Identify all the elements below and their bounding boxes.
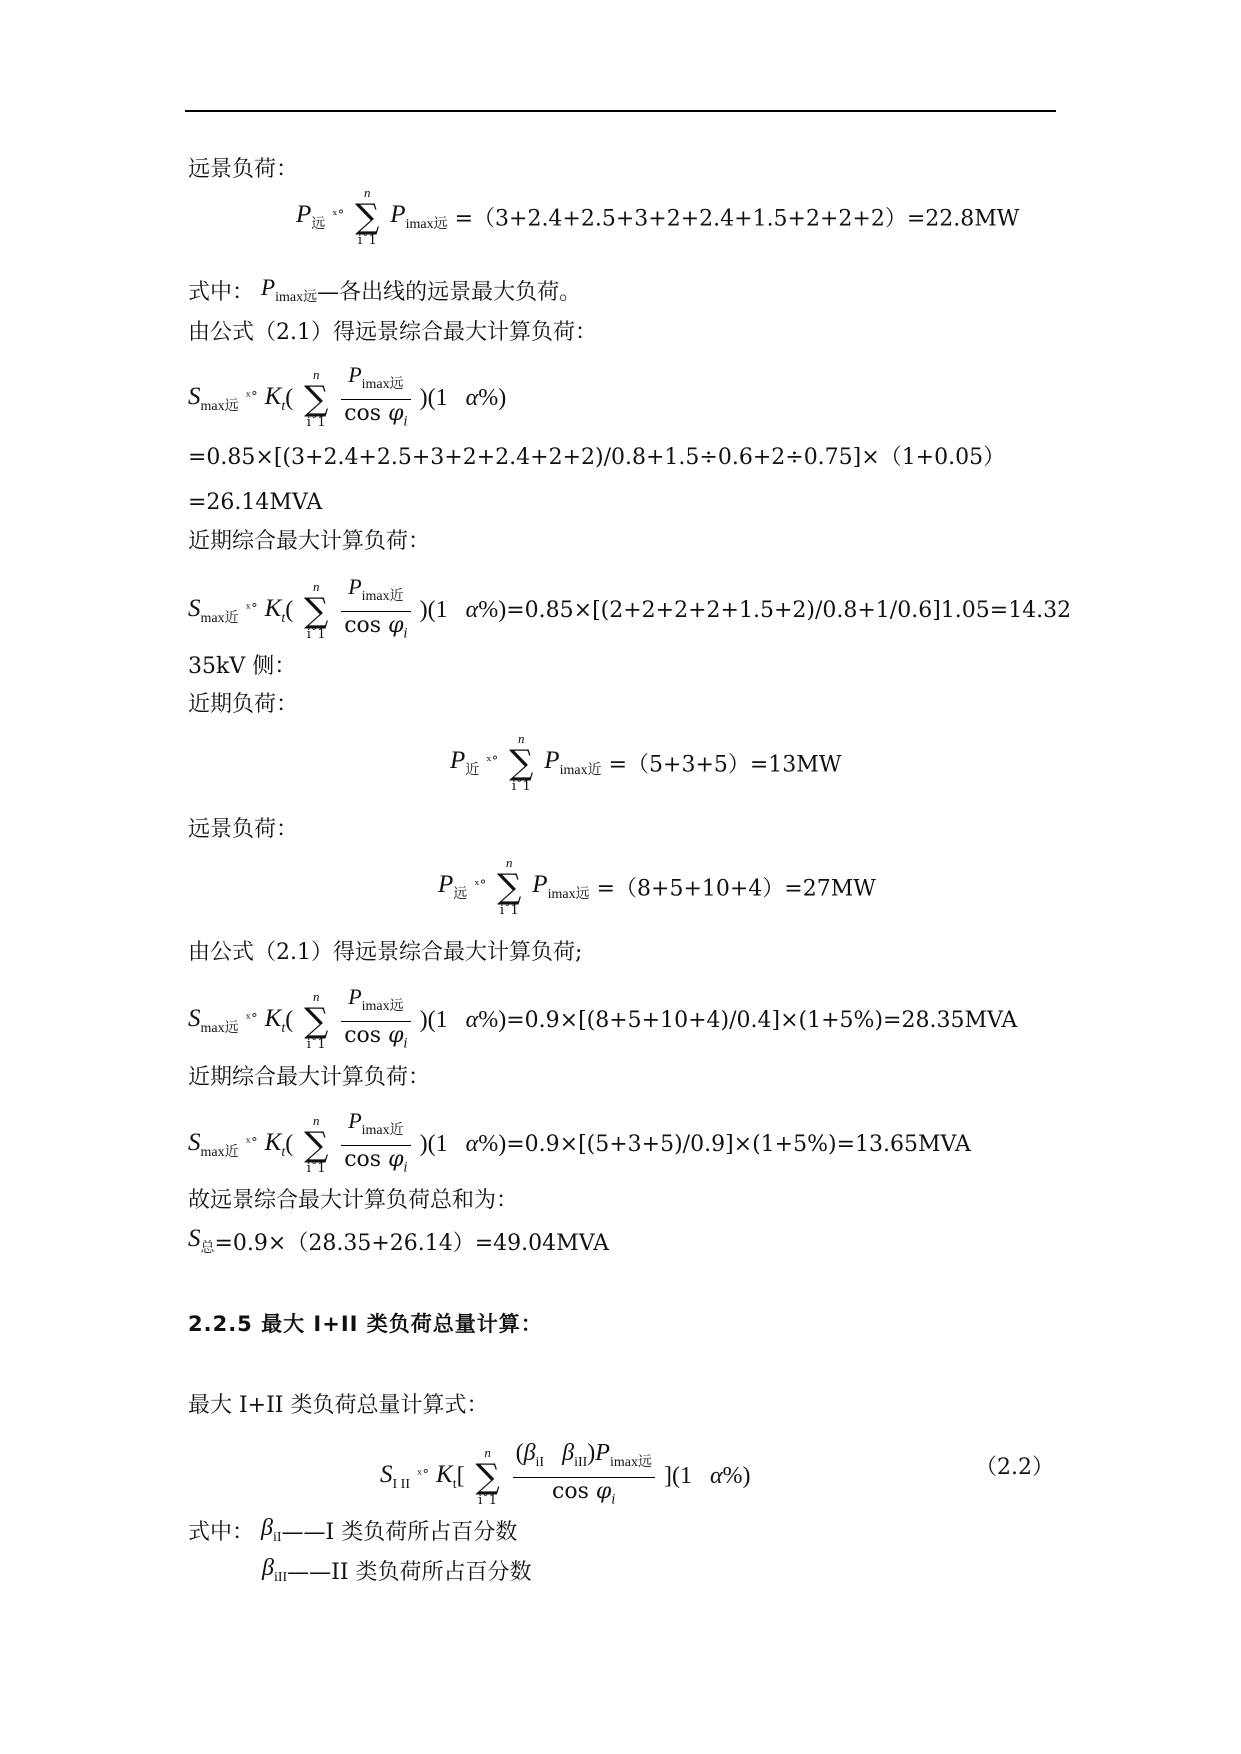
equation-s-i-ii: $S_{I II}$ ˣ° $K_t$[ n ∑ i˚1 $\frac{(\beta_{iI} \beta_{iII})P_{imax远}}{\cos \varphi_i}$ ](1 α%) (380, 1440, 751, 1508)
calc-far-1-line2: =26.14MVA (188, 490, 323, 515)
equation-smax-near-1: $S_{max近}$ ˣ° $K_t$( n ∑ i˚1 $\frac{P_{imax近}}{\cos \varphi_i}$ )(1 α%)=0.85×[(2+2+2+2+1.5+2)/0.8+1/0.6]1.05=14.32 (188, 574, 1072, 642)
where-beta2: $\beta_{iII}——II$ 类负荷所占百分数 (262, 1555, 532, 1585)
equation-smax-far-1: $S_{max远}$ ˣ° $K_t$( n ∑ i˚1 $\frac{P_{imax远}}{\cos \varphi_i}$ )(1 α%) (188, 362, 507, 430)
near-load-label: 近期负荷： (188, 692, 299, 717)
equation-far-load-10kv: $P_远$ ˣ° n ∑ i˚1 $P_{imax远} =(3+2.4+2.5+3+2+2.4+1.5+2+2+2)=22.8MW$ (296, 185, 1020, 248)
formula-ref-far-1: 由公式（2.1）得远景综合最大计算负荷： (188, 320, 597, 345)
where-line-1: 式中： $P_{imax远}—$各出线的远景最大负荷。 (188, 275, 582, 305)
far-load-label-35kv: 远景负荷： (188, 817, 299, 842)
header-rule (185, 110, 1056, 112)
far-load-label: 远景负荷： (188, 157, 299, 182)
equation-number: （2.2） (975, 1455, 1054, 1480)
equation-near-load-35kv: $P_近$ ˣ° n ∑ i˚1 $P_{imax近} =(5+3+5)=13MW$ (450, 731, 842, 794)
section-heading-2-2-5: 2.2.5 最大 I+II 类负荷总量计算： (188, 1312, 543, 1336)
formula-label-i-ii: 最大 I+II 类负荷总量计算式： (188, 1393, 489, 1418)
total-label: 故远景综合最大计算负荷总和为： (188, 1188, 519, 1213)
equation-far-load-35kv: $P_远$ ˣ° n ∑ i˚1 $P_{imax远} =(8+5+10+4)=27MW$ (438, 855, 876, 918)
formula-ref-far-2: 由公式（2.1）得远景综合最大计算负荷; (188, 940, 583, 965)
side-35kv-label: 35kV 侧： (188, 654, 297, 679)
near-comp-label-2: 近期综合最大计算负荷： (188, 1065, 431, 1090)
calc-far-1-line1: =0.85×[(3+2.4+2.5+3+2+2.4+2+2)/0.8+1.5÷0.6+2÷0.75]×（1+0.05） (188, 445, 1006, 470)
total-equation: $S_总=0.9\times(28.35+26.14)=49.04MVA$ (188, 1225, 609, 1256)
equation-smax-far-2: $S_{max远}$ ˣ° $K_t$( n ∑ i˚1 $\frac{P_{imax远}}{\cos \varphi_i}$ )(1 α%)=0.9×[(8+5+10+4)/0.4]×(1+5%)=28.35MVA (188, 984, 1018, 1052)
where-beta1: 式中： $\beta_{iI}——I$ 类负荷所占百分数 (188, 1515, 518, 1545)
near-comp-label-1: 近期综合最大计算负荷： (188, 529, 431, 554)
equation-smax-near-2: $S_{max近}$ ˣ° $K_t$( n ∑ i˚1 $\frac{P_{imax近}}{\cos \varphi_i}$ )(1 α%)=0.9×[(5+3+5)/0.9]×(1+5%)=13.65MVA (188, 1108, 971, 1176)
